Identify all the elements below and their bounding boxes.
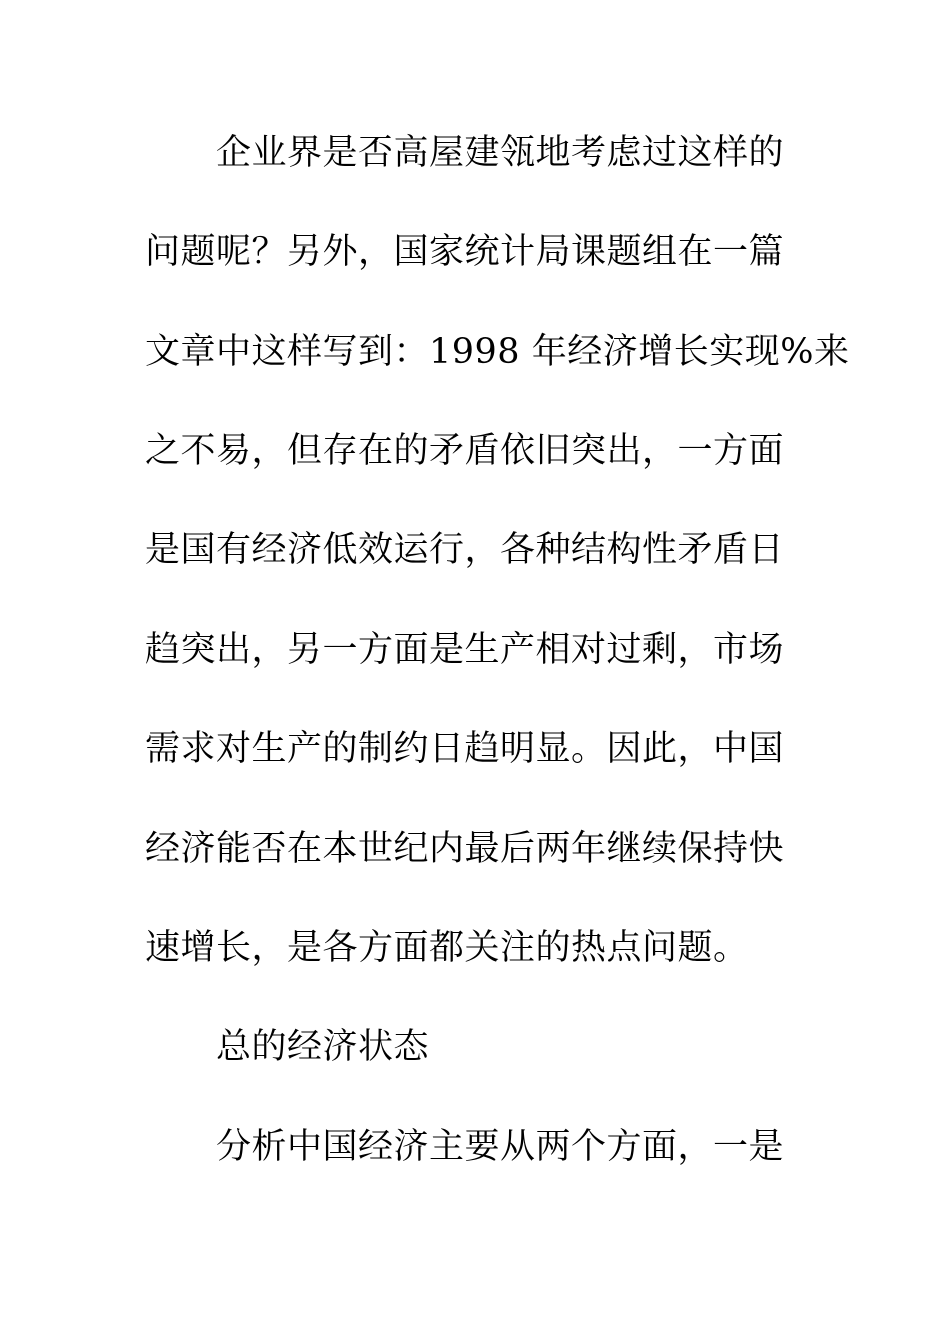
paragraph-line: 之不易，但存在的矛盾依旧突出，一方面 xyxy=(145,431,785,471)
paragraph-line: 需求对生产的制约日趋明显。因此，中国 xyxy=(145,729,785,769)
paragraph-line: 经济能否在本世纪内最后两年继续保持快 xyxy=(145,829,785,869)
paragraph-line: 速增长，是各方面都关注的热点问题。 xyxy=(145,928,749,968)
paragraph-line: 分析中国经济主要从两个方面，一是 xyxy=(216,1127,785,1167)
paragraph-line: 问题呢？另外，国家统计局课题组在一篇 xyxy=(145,232,785,272)
paragraph-line: 是国有经济低效运行，各种结构性矛盾日 xyxy=(145,530,785,570)
paragraph-line: 企业界是否高屋建瓴地考虑过这样的 xyxy=(216,133,785,173)
paragraph-line: 趋突出，另一方面是生产相对过剩，市场 xyxy=(145,630,785,670)
paragraph-line: 文章中这样写到：1998 年经济增长实现%来 xyxy=(145,332,850,372)
section-heading: 总的经济状态 xyxy=(216,1027,430,1067)
